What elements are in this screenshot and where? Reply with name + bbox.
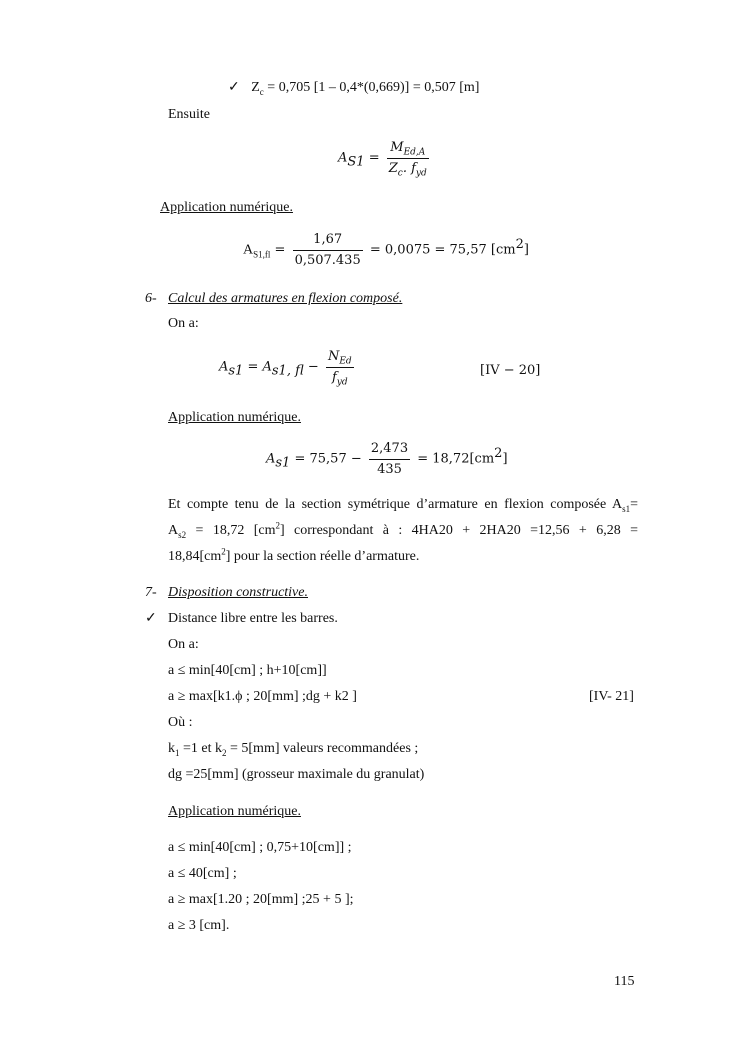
result-line-3: a ≥ max[1.20 ; 20[mm] ;25 + 5 ];: [168, 892, 354, 907]
fraction-denominator: 0,507.435: [294, 253, 361, 268]
section-7-title: Disposition constructive.: [168, 585, 308, 600]
section-6-number: 6-: [145, 291, 157, 306]
calc-as1fl: $A_{S1,fl}$ = $\frac{1,67}{0,507.435}$ = 0,0075 = 75,57 $[cm^2]$: [243, 232, 529, 268]
equation-reference: [IV- 21]: [589, 689, 634, 704]
condition-2: a ≥ max[k1.ϕ ; 20[mm] ;dg + k2 ]: [168, 689, 357, 704]
application-numerique-heading: Application numérique.: [160, 200, 293, 215]
result-line-4: a ≥ 3 [cm].: [168, 918, 230, 933]
formula-flexion: $A_{s1} = A_{s1, fl}$ − $\frac{N_{Ed}}{f_{yd}}$: [219, 349, 352, 388]
fraction: [293, 232, 363, 269]
fraction-numerator: $N_{Ed}$: [327, 349, 352, 367]
result-line-1: a ≤ min[40[cm] ; 0,75+10[cm]] ;: [168, 840, 352, 855]
equation-reference: [IV − 20]: [480, 363, 541, 378]
section-7-number: 7-: [145, 585, 157, 600]
on-a-text: On a:: [168, 637, 199, 652]
paragraph-line-1: Et compte tenu de la section symétrique d’armature en flexion composée $A_{s1}=$: [168, 497, 638, 514]
check-mark-icon: ✓: [145, 611, 157, 626]
paragraph-line-3: $18,84[cm^2]$ pour la section réelle d’armature.: [168, 546, 420, 564]
on-a-text: On a:: [168, 316, 199, 331]
application-numerique-heading: Application numérique.: [168, 410, 301, 425]
application-numerique-heading: Application numérique.: [168, 804, 301, 819]
fraction: [326, 349, 354, 386]
fraction-denominator: $Z_c$. $f_{yd}$: [388, 161, 427, 179]
zc-result-line: ✓ $Z_c = 0,705$ [1 – 0,4*(0,669)] = 0,507 [m]: [228, 80, 480, 97]
fraction-numerator: 2,473: [369, 441, 410, 460]
section-6-title: Calcul des armatures en flexion composé.: [168, 291, 403, 306]
calc-as1: $A_{s1} = 75,57$ − $\frac{2,473}{435}$ = $18,72[cm^2]$: [266, 441, 508, 477]
page-number: 115: [614, 974, 635, 989]
k-values-line: $k_1 =1$ et $k_2 = 5[mm]$ valeurs recommandées ;: [168, 741, 419, 758]
formula-as1: $A_{S1}$ = $\frac{M_{Ed,A}}{Z_c. f_{yd}}$: [338, 140, 427, 179]
fraction: [387, 140, 429, 177]
fraction-numerator: $M_{Ed,A}$: [387, 140, 429, 159]
paragraph-line-2: $A_{s2} = 18,72$ $[cm^2]$ correspondant à : 4HA20 + 2HA20 =12,56 + 6,28 =: [168, 520, 638, 540]
dg-line: dg =25[mm] (grosseur maximale du granulat): [168, 767, 425, 782]
condition-1: a ≤ min[40[cm] ; h+10[cm]]: [168, 663, 327, 678]
ensuite-text: Ensuite: [168, 107, 210, 122]
result-line-2: a ≤ 40[cm] ;: [168, 866, 237, 881]
fraction: [369, 441, 410, 478]
fraction-numerator: 1,67: [293, 232, 363, 251]
fraction-denominator: $f_{yd}$: [331, 370, 348, 388]
ou-text: Où :: [168, 715, 193, 730]
distance-heading: Distance libre entre les barres.: [168, 611, 338, 626]
check-mark-icon: ✓: [228, 80, 240, 95]
fraction-denominator: 435: [377, 462, 402, 477]
